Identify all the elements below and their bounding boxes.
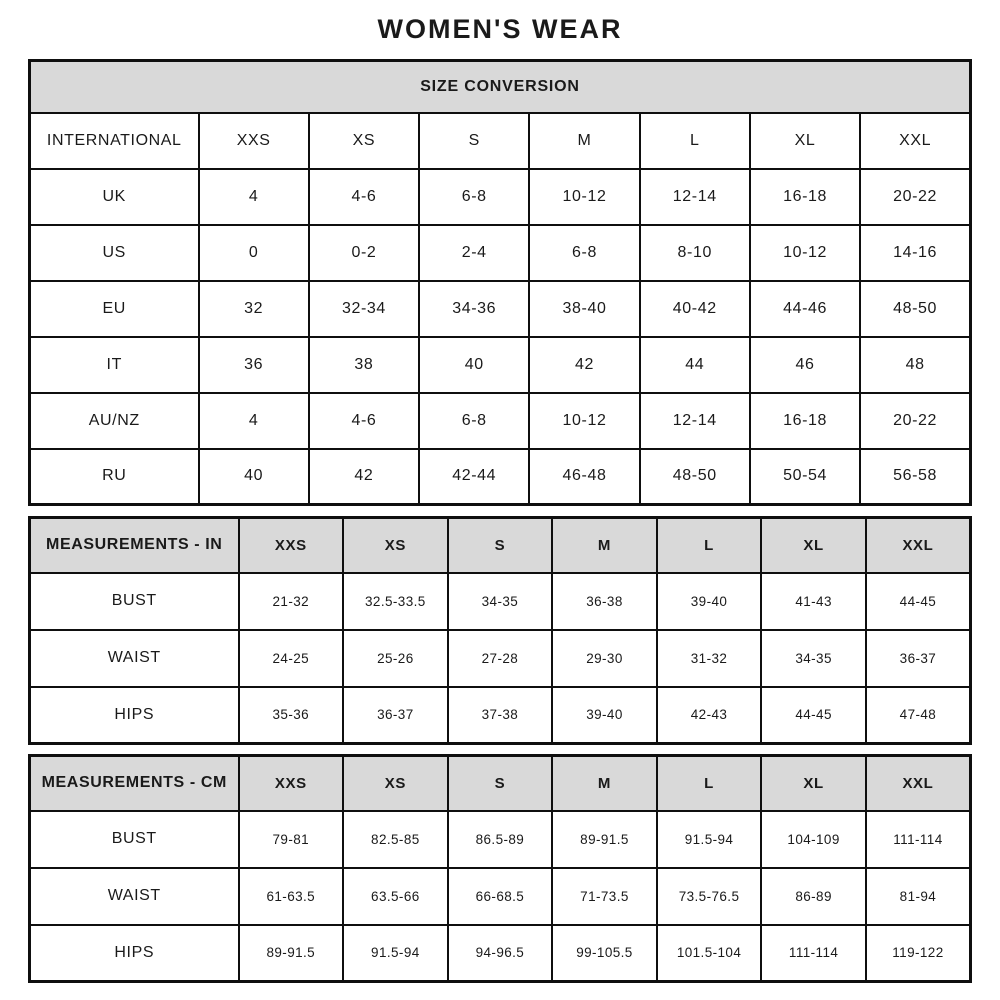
value-cell: 111-114 bbox=[761, 925, 866, 982]
value-cell: 8-10 bbox=[640, 225, 750, 281]
size-conversion-title: SIZE CONVERSION bbox=[30, 61, 971, 113]
value-cell: 0-2 bbox=[309, 225, 419, 281]
size-header-row bbox=[30, 518, 971, 573]
row-label: BUST bbox=[30, 573, 239, 630]
size-header-cell: S bbox=[448, 518, 553, 573]
value-cell: 34-35 bbox=[448, 573, 553, 630]
value-cell: 21-32 bbox=[239, 573, 344, 630]
value-cell: 48 bbox=[860, 337, 970, 393]
value-cell: 4 bbox=[199, 393, 309, 449]
value-cell: 32 bbox=[199, 281, 309, 337]
size-header-cell: S bbox=[419, 113, 529, 169]
table-row bbox=[30, 281, 971, 337]
size-header-cell: XXL bbox=[866, 518, 971, 573]
size-header-cell: XS bbox=[309, 113, 419, 169]
value-cell: 37-38 bbox=[448, 687, 553, 744]
value-cell: 14-16 bbox=[860, 225, 970, 281]
value-cell: 99-105.5 bbox=[552, 925, 657, 982]
table-row bbox=[30, 811, 971, 868]
value-cell: 73.5-76.5 bbox=[657, 868, 762, 925]
value-cell: 29-30 bbox=[552, 630, 657, 687]
size-header-cell: L bbox=[640, 113, 750, 169]
value-cell: 41-43 bbox=[761, 573, 866, 630]
page-title: WOMEN'S WEAR bbox=[377, 14, 623, 44]
value-cell: 66-68.5 bbox=[448, 868, 553, 925]
size-conversion-table bbox=[28, 59, 972, 506]
value-cell: 111-114 bbox=[866, 811, 971, 868]
value-cell: 44-46 bbox=[750, 281, 860, 337]
measurements-cm-title: MEASUREMENTS - CM bbox=[30, 756, 239, 811]
value-cell: 56-58 bbox=[860, 449, 970, 505]
value-cell: 36-38 bbox=[552, 573, 657, 630]
value-cell: 42-44 bbox=[419, 449, 529, 505]
value-cell: 6-8 bbox=[419, 393, 529, 449]
value-cell: 34-36 bbox=[419, 281, 529, 337]
measurements-in-table bbox=[28, 516, 972, 745]
measurements-in-title: MEASUREMENTS - IN bbox=[30, 518, 239, 573]
value-cell: 2-4 bbox=[419, 225, 529, 281]
value-cell: 89-91.5 bbox=[239, 925, 344, 982]
value-cell: 86-89 bbox=[761, 868, 866, 925]
value-cell: 24-25 bbox=[239, 630, 344, 687]
value-cell: 36 bbox=[199, 337, 309, 393]
size-header-row bbox=[30, 756, 971, 811]
value-cell: 36-37 bbox=[866, 630, 971, 687]
value-cell: 10-12 bbox=[529, 169, 639, 225]
value-cell: 39-40 bbox=[552, 687, 657, 744]
value-cell: 12-14 bbox=[640, 393, 750, 449]
value-cell: 4 bbox=[199, 169, 309, 225]
row-label: UK bbox=[30, 169, 199, 225]
value-cell: 48-50 bbox=[640, 449, 750, 505]
size-header-cell: M bbox=[552, 518, 657, 573]
value-cell: 46 bbox=[750, 337, 860, 393]
size-header-cell: XXS bbox=[239, 756, 344, 811]
table-row bbox=[30, 337, 971, 393]
size-header-cell: L bbox=[657, 756, 762, 811]
table-row bbox=[30, 169, 971, 225]
value-cell: 36-37 bbox=[343, 687, 448, 744]
size-header-cell: XXL bbox=[866, 756, 971, 811]
value-cell: 91.5-94 bbox=[657, 811, 762, 868]
value-cell: 6-8 bbox=[529, 225, 639, 281]
table-row bbox=[30, 868, 971, 925]
row-label: RU bbox=[30, 449, 199, 505]
value-cell: 10-12 bbox=[750, 225, 860, 281]
value-cell: 104-109 bbox=[761, 811, 866, 868]
size-header-cell: XS bbox=[343, 756, 448, 811]
value-cell: 46-48 bbox=[529, 449, 639, 505]
size-header-cell: XXS bbox=[239, 518, 344, 573]
table-row bbox=[30, 925, 971, 982]
value-cell: 101.5-104 bbox=[657, 925, 762, 982]
row-label: WAIST bbox=[30, 630, 239, 687]
value-cell: 40-42 bbox=[640, 281, 750, 337]
row-label: HIPS bbox=[30, 925, 239, 982]
value-cell: 4-6 bbox=[309, 169, 419, 225]
value-cell: 39-40 bbox=[657, 573, 762, 630]
value-cell: 20-22 bbox=[860, 169, 970, 225]
size-header-cell: XXL bbox=[860, 113, 970, 169]
table-row bbox=[30, 687, 971, 744]
table-row bbox=[30, 225, 971, 281]
value-cell: 31-32 bbox=[657, 630, 762, 687]
value-cell: 42 bbox=[309, 449, 419, 505]
value-cell: 44-45 bbox=[761, 687, 866, 744]
value-cell: 4-6 bbox=[309, 393, 419, 449]
value-cell: 42 bbox=[529, 337, 639, 393]
size-header-cell: XXS bbox=[199, 113, 309, 169]
size-header-cell: XL bbox=[761, 756, 866, 811]
row-label: IT bbox=[30, 337, 199, 393]
size-header-cell: S bbox=[448, 756, 553, 811]
value-cell: 38-40 bbox=[529, 281, 639, 337]
value-cell: 20-22 bbox=[860, 393, 970, 449]
table-row bbox=[30, 630, 971, 687]
value-cell: 6-8 bbox=[419, 169, 529, 225]
measurements-cm-table bbox=[28, 754, 972, 983]
size-header-cell: XS bbox=[343, 518, 448, 573]
row-label: BUST bbox=[30, 811, 239, 868]
value-cell: 27-28 bbox=[448, 630, 553, 687]
row-label: WAIST bbox=[30, 868, 239, 925]
size-header-cell: M bbox=[552, 756, 657, 811]
value-cell: 35-36 bbox=[239, 687, 344, 744]
value-cell: 119-122 bbox=[866, 925, 971, 982]
row-label: HIPS bbox=[30, 687, 239, 744]
table-row bbox=[30, 449, 971, 505]
international-header: INTERNATIONAL bbox=[30, 113, 199, 169]
value-cell: 40 bbox=[199, 449, 309, 505]
value-cell: 86.5-89 bbox=[448, 811, 553, 868]
table-row bbox=[30, 573, 971, 630]
value-cell: 10-12 bbox=[529, 393, 639, 449]
value-cell: 32-34 bbox=[309, 281, 419, 337]
size-header-cell: M bbox=[529, 113, 639, 169]
table-title-row bbox=[30, 61, 971, 113]
value-cell: 81-94 bbox=[866, 868, 971, 925]
value-cell: 0 bbox=[199, 225, 309, 281]
value-cell: 71-73.5 bbox=[552, 868, 657, 925]
value-cell: 40 bbox=[419, 337, 529, 393]
value-cell: 89-91.5 bbox=[552, 811, 657, 868]
value-cell: 91.5-94 bbox=[343, 925, 448, 982]
table-row bbox=[30, 393, 971, 449]
value-cell: 61-63.5 bbox=[239, 868, 344, 925]
size-header-row bbox=[30, 113, 971, 169]
row-label: AU/NZ bbox=[30, 393, 199, 449]
value-cell: 79-81 bbox=[239, 811, 344, 868]
value-cell: 94-96.5 bbox=[448, 925, 553, 982]
value-cell: 16-18 bbox=[750, 169, 860, 225]
value-cell: 25-26 bbox=[343, 630, 448, 687]
value-cell: 63.5-66 bbox=[343, 868, 448, 925]
value-cell: 42-43 bbox=[657, 687, 762, 744]
value-cell: 44-45 bbox=[866, 573, 971, 630]
row-label: US bbox=[30, 225, 199, 281]
value-cell: 44 bbox=[640, 337, 750, 393]
value-cell: 12-14 bbox=[640, 169, 750, 225]
row-label: EU bbox=[30, 281, 199, 337]
value-cell: 16-18 bbox=[750, 393, 860, 449]
size-header-cell: XL bbox=[761, 518, 866, 573]
value-cell: 38 bbox=[309, 337, 419, 393]
value-cell: 82.5-85 bbox=[343, 811, 448, 868]
size-header-cell: XL bbox=[750, 113, 860, 169]
value-cell: 48-50 bbox=[860, 281, 970, 337]
value-cell: 32.5-33.5 bbox=[343, 573, 448, 630]
value-cell: 34-35 bbox=[761, 630, 866, 687]
value-cell: 47-48 bbox=[866, 687, 971, 744]
value-cell: 50-54 bbox=[750, 449, 860, 505]
size-header-cell: L bbox=[657, 518, 762, 573]
